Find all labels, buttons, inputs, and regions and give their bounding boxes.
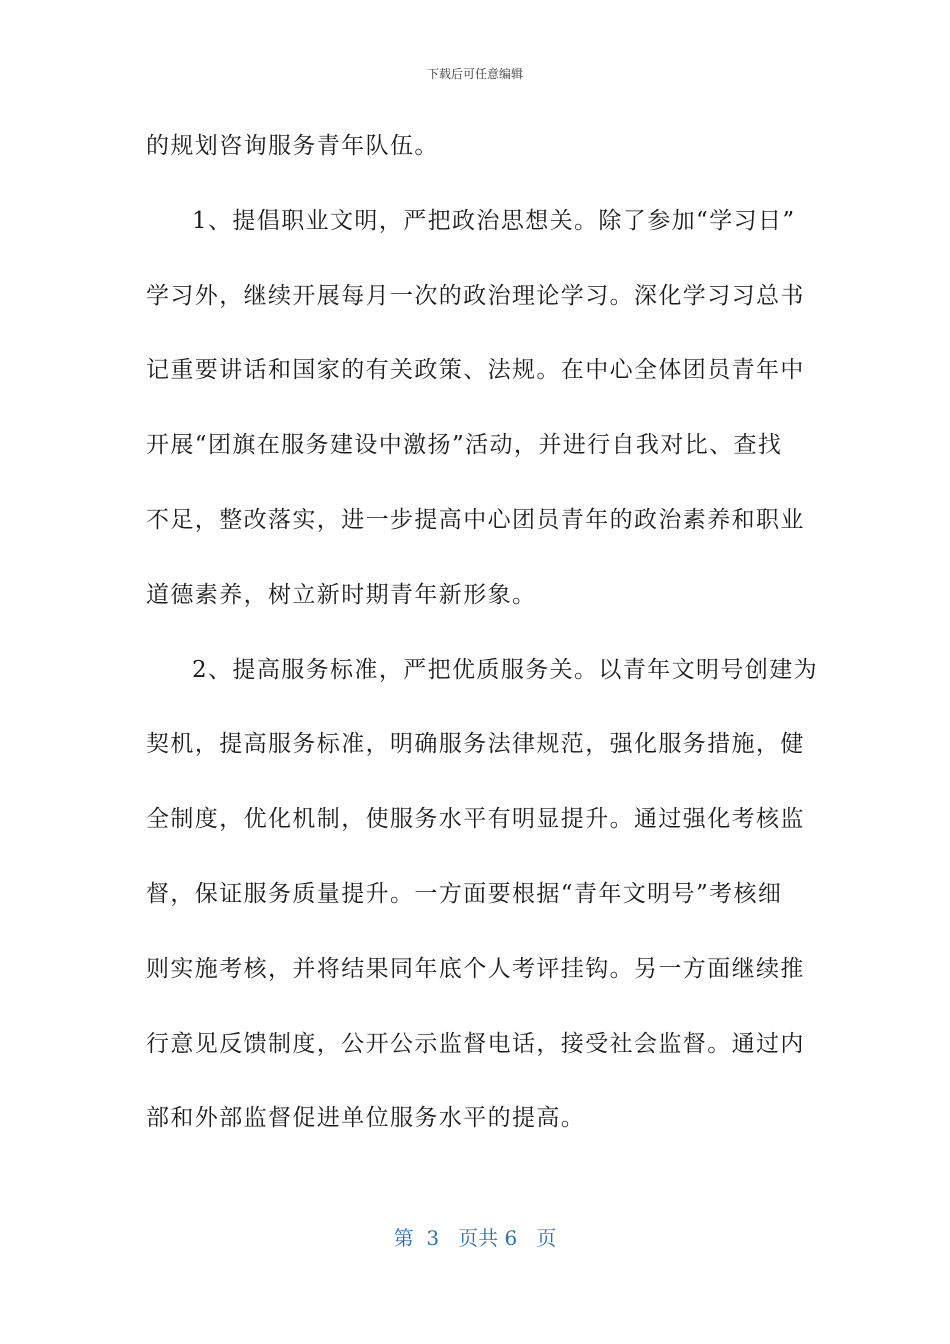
paragraph-2-start: 2、提高服务标准，严把优质服务关。以青年文明号创建为	[192, 656, 819, 683]
body-line: 道德素养，树立新时期青年新形象。	[146, 581, 537, 608]
body-line: 学习外，继续开展每月一次的政治理论学习。深化学习习总书	[146, 282, 805, 309]
page-header: 下载后可任意编辑	[426, 67, 523, 81]
paragraph-1-start: 1、提倡职业文明，严把政治思想关。除了参加“学习日”	[192, 207, 796, 234]
body-line: 督，保证服务质量提升。一方面要根据“青年文明号”考核细	[146, 880, 783, 907]
document-body	[146, 124, 819, 1171]
body-line: 部和外部监督促进单位服务水平的提高。	[146, 1105, 586, 1132]
body-line: 契机，提高服务标准，明确服务法律规范，强化服务措施，健	[146, 731, 805, 758]
body-line: 开展“团旗在服务建设中激扬”活动，并进行自我对比、查找	[146, 432, 783, 459]
body-line: 行意见反馈制度，公开公示监督电话，接受社会监督。通过内	[146, 1030, 805, 1057]
body-line: 全制度，优化机制，使服务水平有明显提升。通过强化考核监	[146, 806, 805, 833]
page-number-label: 第 3 页共 6 页	[393, 1226, 557, 1250]
body-line: 的规划咨询服务青年队伍。	[146, 133, 439, 159]
body-line: 记重要讲话和国家的有关政策、法规。在中心全体团员青年中	[146, 357, 805, 384]
page-number-footer	[0, 1224, 950, 1252]
body-line: 不足，整改落实，进一步提高中心团员青年的政治素养和职业	[146, 506, 805, 533]
body-line: 则实施考核，并将结果同年底个人考评挂钩。另一方面继续推	[146, 955, 805, 982]
